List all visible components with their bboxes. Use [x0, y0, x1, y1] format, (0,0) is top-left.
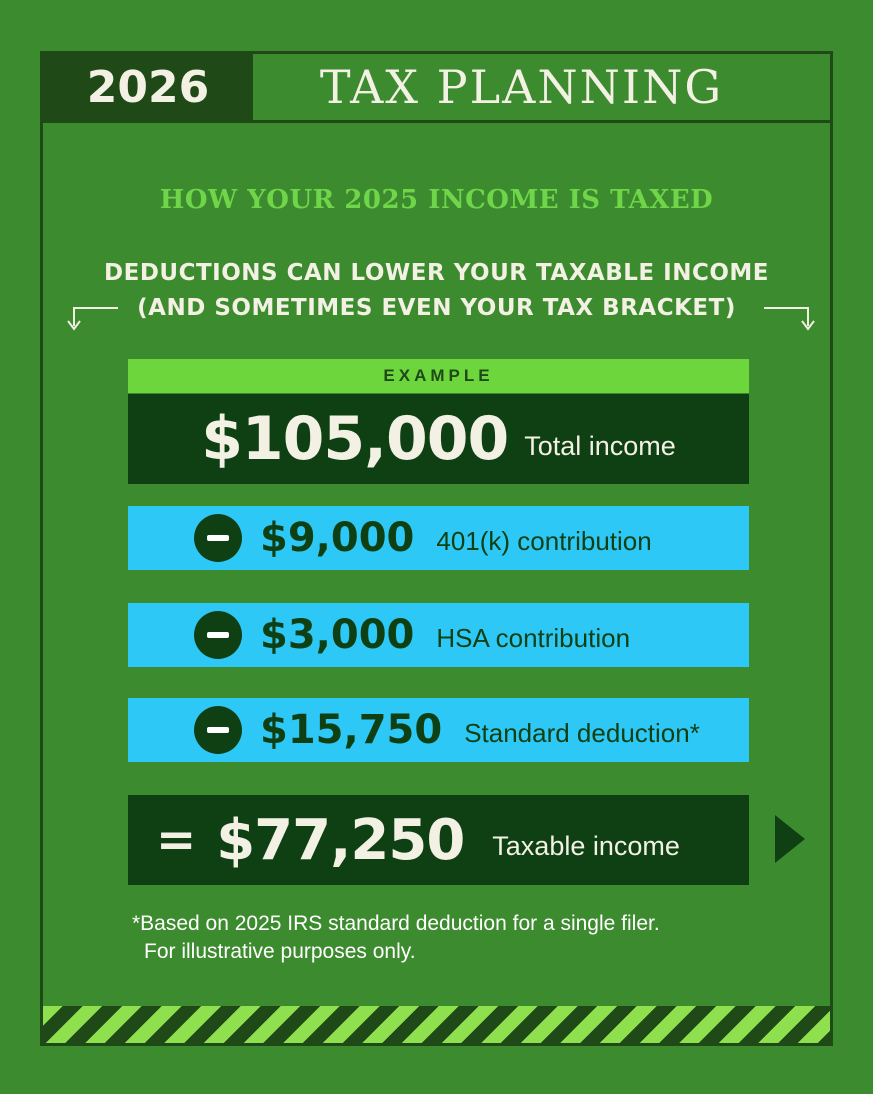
deduction-label: 401(k) contribution: [436, 525, 652, 556]
deduction-row-401k: [128, 506, 749, 570]
deduction-amount: $15,750: [260, 707, 443, 753]
year-label: 2026: [43, 54, 253, 120]
equals-sign: =: [156, 812, 197, 868]
taxable-income-label: Taxable income: [492, 830, 680, 861]
taxable-income-amount: $77,250: [216, 807, 465, 873]
deduction-label: Standard deduction*: [464, 717, 700, 748]
left-bent-arrow-icon: [64, 302, 120, 332]
striped-border: [43, 1006, 830, 1043]
total-income-amount: $105,000: [201, 404, 509, 474]
deduction-row-standard: [128, 698, 749, 762]
headline-line-1: DEDUCTIONS CAN LOWER YOUR TAXABLE INCOME: [104, 260, 769, 286]
right-bent-arrow-icon: [762, 302, 818, 332]
headline-line-2: (AND SOMETIMES EVEN YOUR TAX BRACKET): [137, 295, 736, 321]
taxable-income-box: [128, 795, 749, 885]
deduction-label: HSA contribution: [436, 622, 631, 653]
example-label: EXAMPLE: [128, 359, 749, 393]
total-income-box: [128, 394, 749, 484]
footnote-line-2: For illustrative purposes only.: [144, 940, 416, 963]
deduction-row-hsa: [128, 603, 749, 667]
minus-icon: [194, 514, 242, 562]
minus-icon: [194, 706, 242, 754]
section-subtitle: HOW YOUR 2025 INCOME IS TAXED: [159, 185, 714, 215]
deduction-amount: $3,000: [260, 612, 415, 658]
footnote: [132, 910, 660, 966]
deduction-amount: $9,000: [260, 515, 415, 561]
total-income-label: Total income: [524, 430, 676, 461]
play-arrow-icon: [775, 815, 805, 863]
footnote-line-1: *Based on 2025 IRS standard deduction for a single filer.: [132, 912, 660, 935]
minus-icon: [194, 611, 242, 659]
header-bar: [40, 51, 833, 123]
page-title: TAX PLANNING: [319, 60, 724, 114]
